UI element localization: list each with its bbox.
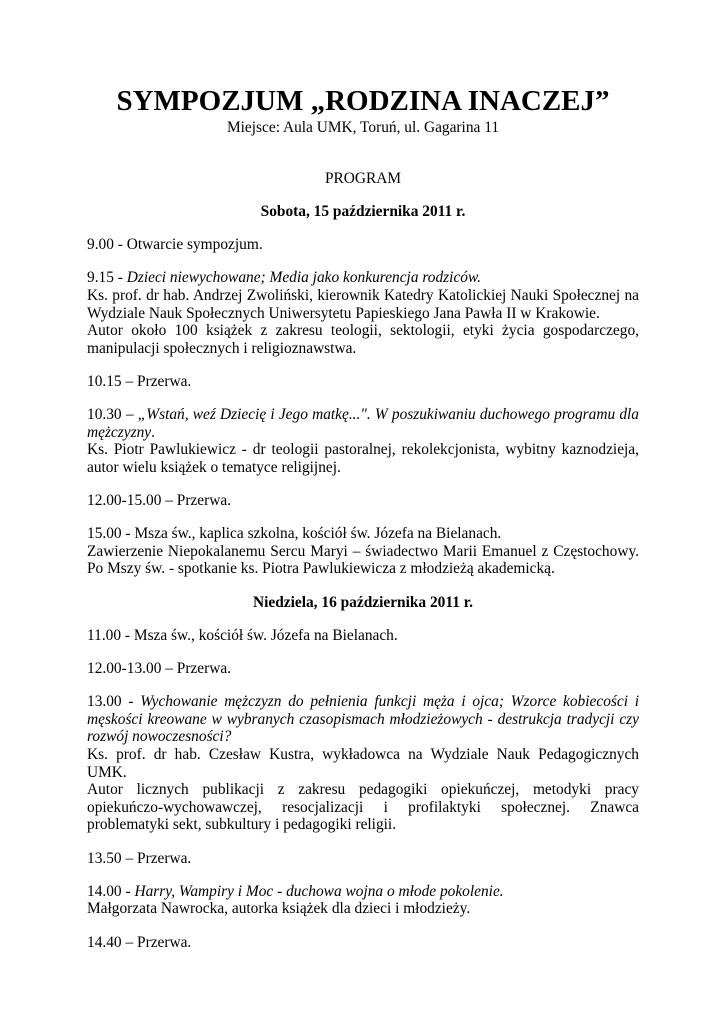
entry-text: 12.00-13.00 – Przerwa. xyxy=(87,660,232,678)
entry-heading xyxy=(87,693,639,746)
entry-text: 12.00-15.00 – Przerwa. xyxy=(87,492,232,510)
entry-speaker: Małgorzata Nawrocka, autorka książek dla dzieci i młodzieży. xyxy=(87,900,471,918)
schedule-entry-lecture-zwolinski xyxy=(87,269,639,357)
day-heading-sunday: Niedziela, 16 października 2011 r. xyxy=(252,593,474,611)
entry-topic: Wychowanie mężczyzn do pełnienia funkcji męża i ojca; Wzorce kobiecości i męskości kreowane w wybranych czasopismach młodzieżowych - destrukcja tradycji czy rozwój nowoczesności? xyxy=(87,693,639,746)
entry-text: 13.50 – Przerwa. xyxy=(87,849,192,867)
entry-heading xyxy=(87,406,639,441)
entry-text: 10.15 – Przerwa. xyxy=(87,372,192,390)
schedule-entry-lecture-kustra xyxy=(87,693,639,834)
day-heading-saturday: Sobota, 15 października 2011 r. xyxy=(260,203,466,220)
schedule-entry-mass-sunday xyxy=(87,627,639,645)
entry-time: 14.00 - xyxy=(87,882,135,900)
entry-time: 9.15 - xyxy=(87,269,127,287)
schedule-entry-break xyxy=(87,934,639,952)
entry-bio: Autor licznych publikacji z zakresu pedagogiki opiekuńczej, metodyki pracy opiekuńczo-wychowawczej, resocjalizacji i profilaktyki społecznej. Znawca problematyki sekt, subkultury i pedagogiki religii. xyxy=(87,781,639,834)
entry-speaker: Ks. prof. dr hab. Czesław Kustra, wykładowca na Wydziale Nauk Pedagogicznych UMK. xyxy=(87,746,639,781)
venue-line: Miejsce: Aula UMK, Toruń, ul. Gagarina 11 xyxy=(226,119,500,136)
entry-text: Zawierzenie Niepokalanemu Sercu Maryi – świadectwo Marii Emanuel z Częstochowy. Po Mszy św. - spotkanie ks. Piotra Pawlukiewicza z młodzieżą akademicką. xyxy=(87,542,639,578)
entry-heading xyxy=(87,883,639,901)
entry-time: 10.30 – xyxy=(87,406,138,424)
schedule-entry-lecture-pawlukiewicz xyxy=(87,406,639,476)
entry-topic: „Wstań, weź Dziecię i Jego matkę...". W poszukiwaniu duchowego programu dla mężczyzny xyxy=(87,406,639,441)
entry-speaker: Ks. Piotr Pawlukiewicz - dr teologii pastoralnej, rekolekcjonista, wybitny kaznodzieja, autor wielu książek o tematyce religijnej. xyxy=(87,441,639,476)
schedule-entry-break xyxy=(87,850,639,868)
entry-speaker: Ks. prof. dr hab. Andrzej Zwoliński, kierownik Katedry Katolickiej Nauki Społecznej na Wydziale Nauk Społecznych Uniwersytetu Papieskiego Jana Pawła II w Krakowie. xyxy=(87,286,639,322)
schedule-entry-mass-saturday xyxy=(87,525,639,578)
program-label: PROGRAM xyxy=(324,170,402,187)
page-title: SYMPOZJUM „RODZINA INACZEJ” xyxy=(116,85,610,117)
entry-topic: Harry, Wampiry i Moc - duchowa wojna o młode pokolenie. xyxy=(134,882,504,900)
entry-topic: Dzieci niewychowane; Media jako konkurencja rodziców. xyxy=(126,269,481,287)
entry-text: 15.00 - Msza św., kaplica szkolna, kościół św. Józefa na Bielanach. xyxy=(87,525,502,543)
schedule-entry-opening xyxy=(87,236,639,254)
entry-text: 14.40 – Przerwa. xyxy=(87,933,192,951)
schedule-entry-lecture-nawrocka xyxy=(87,883,639,918)
entry-text: 9.00 - Otwarcie sympozjum. xyxy=(87,236,263,254)
entry-topic-end: . xyxy=(151,423,155,441)
schedule-entry-break xyxy=(87,492,639,510)
entry-bio: Autor około 100 książek z zakresu teologii, sektologii, etyki życia gospodarczego, manipulacji społecznych i religioznawstwa. xyxy=(87,322,639,357)
schedule-entry-break xyxy=(87,660,639,678)
program-content xyxy=(87,203,639,967)
schedule-entry-break xyxy=(87,373,639,391)
entry-time: 13.00 - xyxy=(87,693,141,711)
entry-text: 11.00 - Msza św., kościół św. Józefa na Bielanach. xyxy=(87,626,398,644)
entry-heading xyxy=(87,269,639,287)
